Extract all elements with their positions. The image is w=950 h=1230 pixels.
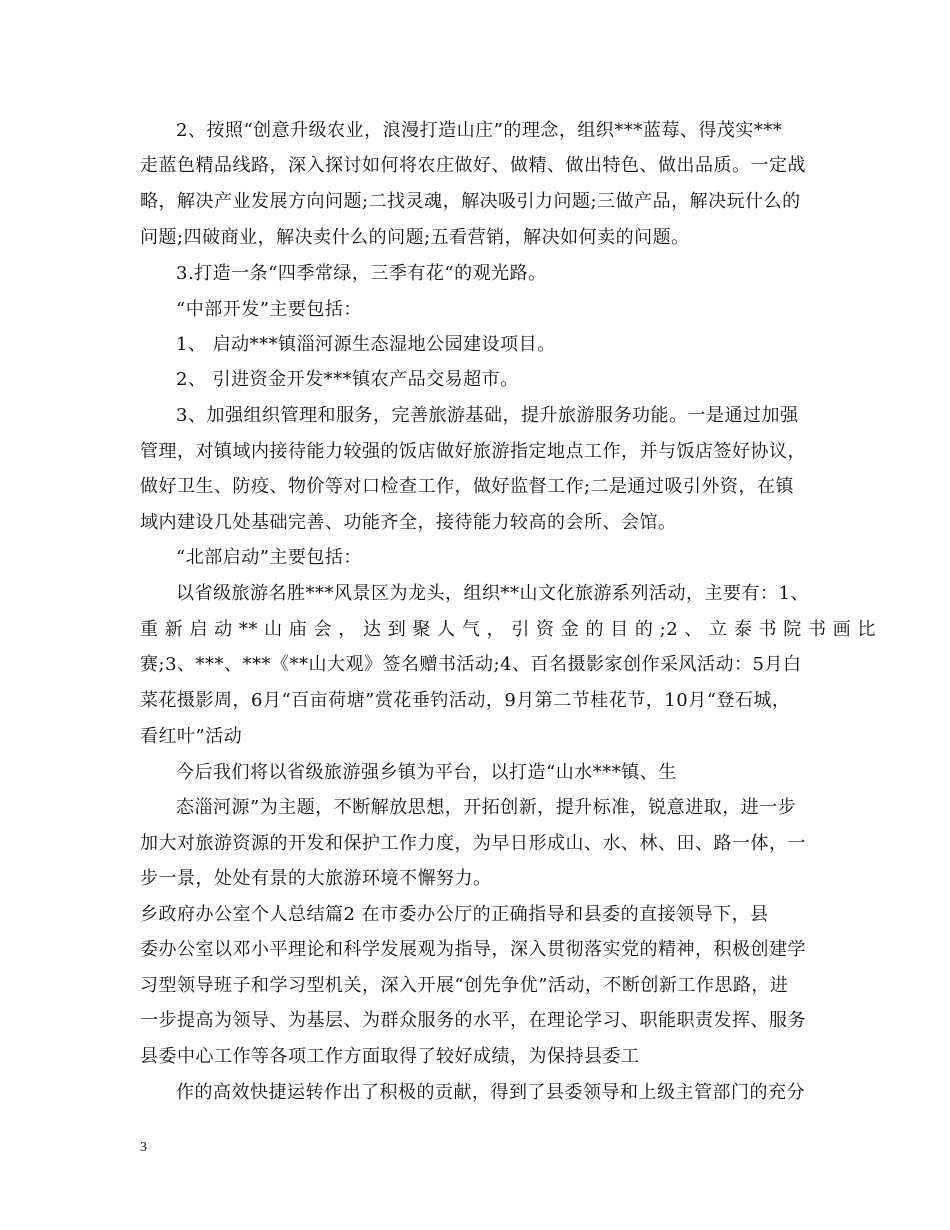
text-line: 走蓝色精品线路，深入探讨如何将农庄做好、做精、做出特色、做出品质。一定战	[140, 155, 806, 176]
text-line: 略，解决产业发展方向问题;二找灵魂，解决吸引力问题;三做产品，解决玩什么的	[140, 191, 801, 212]
text-line: 问题;四破商业，解决卖什么的问题;五看营销，解决如何卖的问题。	[140, 227, 690, 248]
text-line: 委办公室以邓小平理论和科学发展观为指导，深入贯彻落实党的精神，积极创建学	[140, 939, 806, 960]
text-line: 1、 启动***镇淄河源生态湿地公园建设项目。	[176, 334, 556, 355]
text-line: 加大对旅游资源的开发和保护工作力度，为早日形成山、水、林、田、路一体，一	[140, 833, 806, 854]
text-line: 态淄河源”为主题，不断解放思想，开拓创新，提升标准，锐意进取，进一步	[176, 797, 797, 818]
text-line: 看红叶”活动	[140, 726, 243, 747]
text-line: 2、 引进资金开发***镇农产品交易超市。	[176, 369, 519, 390]
text-line: 今后我们将以省级旅游强乡镇为平台，以打造“山水***镇、生	[176, 762, 677, 783]
text-line: 以省级旅游名胜***风景区为龙头，组织**山文化旅游系列活动，主要有：1、	[176, 583, 809, 604]
text-line: 作的高效快捷运转作出了积极的贡献，得到了县委领导和上级主管部门的充分	[176, 1082, 805, 1103]
text-line: 习型领导班子和学习型机关，深入开展“创先争优”活动，不断创新工作思路，进	[140, 975, 789, 996]
text-line: 步一景，处处有景的大旅游环境不懈努力。	[140, 868, 492, 889]
text-line: 管理，对镇域内接待能力较强的饭店做好旅游指定地点工作，并与饭店签好协议，	[140, 441, 806, 462]
text-line: 赛;3、***、***《**山大观》签名赠书活动;4、百名摄影家创作采风活动：5月白	[140, 654, 802, 675]
text-line: 做好卫生、防疫、物价等对口检查工作，做好监督工作;二是通过吸引外资，在镇	[140, 476, 795, 497]
text-line: “北部启动”主要包括：	[176, 547, 362, 568]
page-number: 3	[140, 1140, 147, 1155]
text-line: “中部开发”主要包括：	[176, 299, 362, 320]
text-line: 3、加强组织管理和服务，完善旅游基础，提升旅游服务功能。一是通过加强	[176, 405, 799, 426]
text-line: 2、按照“创意升级农业，浪漫打造山庄”的理念，组织***蓝莓、得茂实***	[176, 120, 783, 141]
text-line: 3.打造一条“四季常绿，三季有花“的观光路。	[176, 263, 547, 284]
text-line: 重 新 启 动 ** 山 庙 会 ， 达 到 聚 人 气 ， 引 资 金 的 目 的 ;2 、 立 泰 书 院 书 画 比	[140, 619, 876, 640]
text-line: 一步提高为领导、为基层、为群众服务的水平，在理论学习、职能职责发挥、服务	[140, 1010, 806, 1031]
text-line: 菜花摄影周，6月“百亩荷塘”赏花垂钓活动，9月第二节桂花节，10月“登石城，	[140, 690, 791, 711]
text-line: 域内建设几处基础完善、功能齐全，接待能力较高的会所、会馆。	[140, 512, 677, 533]
text-line: 乡政府办公室个人总结篇2 在市委办公厅的正确指导和县委的直接领导下，县	[140, 904, 769, 925]
text-line: 县委中心工作等各项工作方面取得了较好成绩，为保持县委工	[140, 1046, 640, 1067]
